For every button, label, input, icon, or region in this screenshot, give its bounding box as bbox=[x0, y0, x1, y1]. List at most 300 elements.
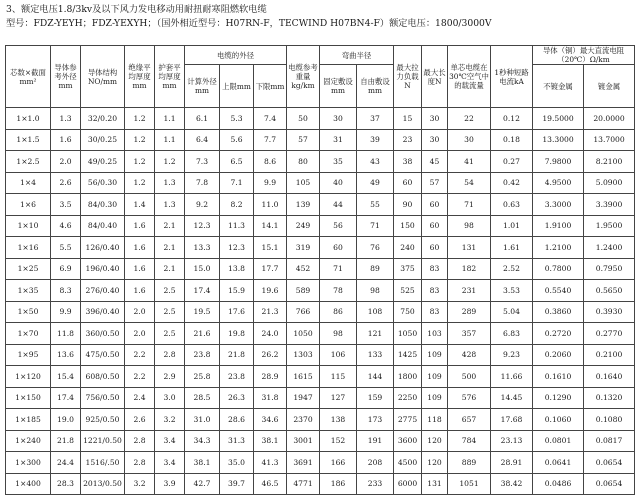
cell-max-elongation: 60 bbox=[422, 237, 448, 259]
cell-bend-fixed: 127 bbox=[320, 387, 357, 409]
cell-bend-fixed: 78 bbox=[320, 280, 357, 302]
cell-spec: 1×120 bbox=[6, 366, 51, 388]
cell-od-calc: 17.4 bbox=[185, 280, 220, 302]
cell-bend-fixed: 115 bbox=[320, 366, 357, 388]
cell-od-lower: 14.1 bbox=[254, 215, 287, 237]
cell-bend-fixed: 86 bbox=[320, 301, 357, 323]
cell-res-plated: 0.1320 bbox=[584, 387, 635, 409]
cell-max-elongation: 131 bbox=[422, 473, 448, 495]
cell-max-elongation: 109 bbox=[422, 344, 448, 366]
cell-short-circuit: 38.42 bbox=[491, 473, 533, 495]
cell-short-circuit: 3.53 bbox=[491, 280, 533, 302]
cell-res-bare: 0.1290 bbox=[533, 387, 584, 409]
table-row bbox=[6, 237, 635, 259]
cell-spec: 1×1.0 bbox=[6, 108, 51, 130]
header-res-bare: 不镀金属 bbox=[533, 65, 584, 108]
cell-max-tension: 15 bbox=[394, 108, 422, 130]
cell-res-plated: 0.2770 bbox=[584, 323, 635, 345]
cell-max-tension: 150 bbox=[394, 215, 422, 237]
cell-conductor-structure: 608/0.50 bbox=[81, 366, 125, 388]
cell-od-calc: 42.7 bbox=[185, 473, 220, 495]
cell-od-lower: 26.2 bbox=[254, 344, 287, 366]
cell-sheath-thickness: 3.4 bbox=[155, 452, 185, 474]
cell-conductor-structure: 32/0.20 bbox=[81, 108, 125, 130]
cell-od-upper: 31.3 bbox=[220, 430, 254, 452]
cell-current-capacity: 54 bbox=[448, 172, 491, 194]
cell-od-upper: 11.3 bbox=[220, 215, 254, 237]
cell-bend-fixed: 40 bbox=[320, 172, 357, 194]
cell-conductor-structure: 126/0.40 bbox=[81, 237, 125, 259]
cell-od-upper: 21.8 bbox=[220, 344, 254, 366]
table-row bbox=[6, 473, 635, 495]
cell-od-upper: 7.1 bbox=[220, 172, 254, 194]
cell-spec: 1×1.5 bbox=[6, 129, 51, 151]
cell-short-circuit: 1.01 bbox=[491, 215, 533, 237]
cell-short-circuit: 0.63 bbox=[491, 194, 533, 216]
cell-od-lower: 19.6 bbox=[254, 280, 287, 302]
cell-weight: 452 bbox=[287, 258, 320, 280]
cell-short-circuit: 2.52 bbox=[491, 258, 533, 280]
cell-od-lower: 8.6 bbox=[254, 151, 287, 173]
cell-sheath-thickness: 1.1 bbox=[155, 108, 185, 130]
cell-od-lower: 9.9 bbox=[254, 172, 287, 194]
cell-res-plated: 0.2100 bbox=[584, 344, 635, 366]
cell-bend-free: 55 bbox=[357, 194, 394, 216]
cell-spec: 1×70 bbox=[6, 323, 51, 345]
cell-conductor-diameter: 9.9 bbox=[51, 301, 81, 323]
cell-current-capacity: 182 bbox=[448, 258, 491, 280]
cell-current-capacity: 889 bbox=[448, 452, 491, 474]
cell-bend-fixed: 166 bbox=[320, 452, 357, 474]
cell-od-upper: 19.8 bbox=[220, 323, 254, 345]
cell-od-lower: 46.5 bbox=[254, 473, 287, 495]
cell-max-elongation: 30 bbox=[422, 108, 448, 130]
cell-conductor-structure: 396/0.40 bbox=[81, 301, 125, 323]
cell-max-tension: 1800 bbox=[394, 366, 422, 388]
cell-conductor-structure: 49/0.25 bbox=[81, 151, 125, 173]
cell-res-plated: 0.1080 bbox=[584, 409, 635, 431]
cell-spec: 1×95 bbox=[6, 344, 51, 366]
cell-sheath-thickness: 3.2 bbox=[155, 409, 185, 431]
cell-insulation-thickness: 1.6 bbox=[125, 280, 155, 302]
cell-max-elongation: 57 bbox=[422, 172, 448, 194]
table-row bbox=[6, 430, 635, 452]
cell-od-calc: 28.5 bbox=[185, 387, 220, 409]
cell-bend-free: 121 bbox=[357, 323, 394, 345]
table-row bbox=[6, 258, 635, 280]
cell-od-calc: 38.1 bbox=[185, 452, 220, 474]
cell-short-circuit: 9.23 bbox=[491, 344, 533, 366]
cell-od-upper: 8.2 bbox=[220, 194, 254, 216]
cell-od-upper: 39.7 bbox=[220, 473, 254, 495]
cell-res-plated: 8.2100 bbox=[584, 151, 635, 173]
cell-max-tension: 750 bbox=[394, 301, 422, 323]
cell-res-plated: 13.7000 bbox=[584, 129, 635, 151]
cell-current-capacity: 231 bbox=[448, 280, 491, 302]
header-bend-group: 弯曲半径 bbox=[320, 46, 394, 65]
cell-bend-free: 71 bbox=[357, 215, 394, 237]
cell-res-plated: 0.0654 bbox=[584, 473, 635, 495]
cell-short-circuit: 28.91 bbox=[491, 452, 533, 474]
cell-res-bare: 0.1060 bbox=[533, 409, 584, 431]
cell-weight: 80 bbox=[287, 151, 320, 173]
cell-sheath-thickness: 2.5 bbox=[155, 323, 185, 345]
cell-conductor-diameter: 11.8 bbox=[51, 323, 81, 345]
cell-conductor-diameter: 24.4 bbox=[51, 452, 81, 474]
cell-current-capacity: 98 bbox=[448, 215, 491, 237]
cell-sheath-thickness: 3.0 bbox=[155, 387, 185, 409]
cell-max-elongation: 109 bbox=[422, 366, 448, 388]
cell-od-lower: 38.1 bbox=[254, 430, 287, 452]
table-row bbox=[6, 301, 635, 323]
cell-bend-fixed: 98 bbox=[320, 323, 357, 345]
table-row bbox=[6, 172, 635, 194]
cell-od-calc: 9.2 bbox=[185, 194, 220, 216]
cell-od-calc: 13.3 bbox=[185, 237, 220, 259]
header-bend-fixed: 固定敷设mm bbox=[320, 65, 357, 108]
cell-bend-fixed: 138 bbox=[320, 409, 357, 431]
cell-spec: 1×35 bbox=[6, 280, 51, 302]
cell-res-plated: 0.0817 bbox=[584, 430, 635, 452]
cell-bend-fixed: 60 bbox=[320, 237, 357, 259]
cell-od-calc: 15.0 bbox=[185, 258, 220, 280]
cell-current-capacity: 657 bbox=[448, 409, 491, 431]
cell-spec: 1×2.5 bbox=[6, 151, 51, 173]
cell-res-bare: 0.2060 bbox=[533, 344, 584, 366]
cell-res-plated: 1.2400 bbox=[584, 237, 635, 259]
cell-sheath-thickness: 2.1 bbox=[155, 237, 185, 259]
cell-od-lower: 24.0 bbox=[254, 323, 287, 345]
header-spec: 芯数×截面mm² bbox=[6, 46, 51, 108]
cell-max-tension: 90 bbox=[394, 194, 422, 216]
cell-insulation-thickness: 1.6 bbox=[125, 237, 155, 259]
cell-bend-fixed: 152 bbox=[320, 430, 357, 452]
cell-short-circuit: 0.42 bbox=[491, 172, 533, 194]
cell-max-tension: 2250 bbox=[394, 387, 422, 409]
cell-max-tension: 3600 bbox=[394, 430, 422, 452]
cell-current-capacity: 41 bbox=[448, 151, 491, 173]
cell-short-circuit: 0.12 bbox=[491, 108, 533, 130]
cell-insulation-thickness: 2.6 bbox=[125, 409, 155, 431]
cell-weight: 3001 bbox=[287, 430, 320, 452]
cell-od-lower: 11.0 bbox=[254, 194, 287, 216]
cell-sheath-thickness: 1.3 bbox=[155, 194, 185, 216]
cell-res-bare: 7.9800 bbox=[533, 151, 584, 173]
cell-insulation-thickness: 2.8 bbox=[125, 430, 155, 452]
header-current-capacity: 单芯电缆在30℃空气中的载流量 bbox=[448, 46, 491, 108]
cell-od-lower: 15.1 bbox=[254, 237, 287, 259]
cell-od-calc: 31.0 bbox=[185, 409, 220, 431]
cell-od-lower: 7.7 bbox=[254, 129, 287, 151]
cell-bend-free: 233 bbox=[357, 473, 394, 495]
table-row bbox=[6, 194, 635, 216]
cell-od-upper: 5.6 bbox=[220, 129, 254, 151]
cell-res-bare: 0.0641 bbox=[533, 452, 584, 474]
cell-max-tension: 1050 bbox=[394, 323, 422, 345]
cell-res-bare: 0.5540 bbox=[533, 280, 584, 302]
cell-od-upper: 13.8 bbox=[220, 258, 254, 280]
cell-sheath-thickness: 2.8 bbox=[155, 344, 185, 366]
cell-res-bare: 19.5000 bbox=[533, 108, 584, 130]
cell-max-tension: 38 bbox=[394, 151, 422, 173]
cell-od-calc: 7.8 bbox=[185, 172, 220, 194]
cell-sheath-thickness: 2.1 bbox=[155, 258, 185, 280]
cell-max-tension: 6000 bbox=[394, 473, 422, 495]
cell-bend-free: 133 bbox=[357, 344, 394, 366]
cell-od-upper: 5.3 bbox=[220, 108, 254, 130]
cell-current-capacity: 71 bbox=[448, 194, 491, 216]
cell-weight: 4771 bbox=[287, 473, 320, 495]
header-sheath-thickness: 护套平均厚度mm bbox=[155, 46, 185, 108]
cell-conductor-structure: 56/0.30 bbox=[81, 172, 125, 194]
cell-conductor-structure: 276/0.40 bbox=[81, 280, 125, 302]
table-subtitle: 型号：FDZ-YEYH；FDZ-YEXYH；（国外相近型号：H07RN-F，TECWIND H07BN4-F）额定电压：1800/3000V bbox=[6, 18, 492, 29]
cell-res-bare: 0.7800 bbox=[533, 258, 584, 280]
cell-res-plated: 5.0900 bbox=[584, 172, 635, 194]
cell-max-elongation: 45 bbox=[422, 151, 448, 173]
cell-bend-free: 43 bbox=[357, 151, 394, 173]
cell-max-tension: 1425 bbox=[394, 344, 422, 366]
table-row bbox=[6, 280, 635, 302]
table-row bbox=[6, 366, 635, 388]
cell-conductor-diameter: 28.3 bbox=[51, 473, 81, 495]
cell-max-tension: 2775 bbox=[394, 409, 422, 431]
cell-current-capacity: 30 bbox=[448, 129, 491, 151]
cell-insulation-thickness: 2.0 bbox=[125, 301, 155, 323]
cell-insulation-thickness: 1.4 bbox=[125, 194, 155, 216]
cell-short-circuit: 17.68 bbox=[491, 409, 533, 431]
cell-bend-free: 76 bbox=[357, 237, 394, 259]
cell-sheath-thickness: 2.1 bbox=[155, 215, 185, 237]
cell-max-tension: 4500 bbox=[394, 452, 422, 474]
cell-od-upper: 26.3 bbox=[220, 387, 254, 409]
cell-bend-free: 37 bbox=[357, 108, 394, 130]
cell-current-capacity: 784 bbox=[448, 430, 491, 452]
cell-max-elongation: 120 bbox=[422, 452, 448, 474]
cell-weight: 105 bbox=[287, 172, 320, 194]
table-row bbox=[6, 344, 635, 366]
cell-max-elongation: 83 bbox=[422, 258, 448, 280]
cell-res-bare: 4.9500 bbox=[533, 172, 584, 194]
cell-conductor-structure: 84/0.30 bbox=[81, 194, 125, 216]
cell-conductor-diameter: 17.4 bbox=[51, 387, 81, 409]
cell-max-elongation: 83 bbox=[422, 301, 448, 323]
cell-res-plated: 1.9500 bbox=[584, 215, 635, 237]
cell-weight: 766 bbox=[287, 301, 320, 323]
table-row bbox=[6, 129, 635, 151]
table-row bbox=[6, 387, 635, 409]
cell-max-elongation: 103 bbox=[422, 323, 448, 345]
cell-max-tension: 525 bbox=[394, 280, 422, 302]
cell-bend-fixed: 106 bbox=[320, 344, 357, 366]
cell-spec: 1×10 bbox=[6, 215, 51, 237]
header-short-circuit: 1秒种短路电流kA bbox=[491, 46, 533, 108]
header-od-upper: 上限mm bbox=[220, 65, 254, 108]
cell-bend-free: 159 bbox=[357, 387, 394, 409]
cell-insulation-thickness: 2.0 bbox=[125, 323, 155, 345]
cell-weight: 1303 bbox=[287, 344, 320, 366]
table-row bbox=[6, 409, 635, 431]
cell-spec: 1×50 bbox=[6, 301, 51, 323]
cell-current-capacity: 576 bbox=[448, 387, 491, 409]
cell-res-plated: 0.5650 bbox=[584, 280, 635, 302]
cell-max-tension: 23 bbox=[394, 129, 422, 151]
cell-current-capacity: 428 bbox=[448, 344, 491, 366]
cell-max-elongation: 120 bbox=[422, 430, 448, 452]
cell-res-plated: 0.3930 bbox=[584, 301, 635, 323]
header-od-calc: 计算外径mm bbox=[185, 65, 220, 108]
cell-od-lower: 31.8 bbox=[254, 387, 287, 409]
cell-insulation-thickness: 2.8 bbox=[125, 452, 155, 474]
cell-max-elongation: 60 bbox=[422, 215, 448, 237]
cell-bend-free: 49 bbox=[357, 172, 394, 194]
table-row bbox=[6, 108, 635, 130]
header-conductor-diameter: 导体参考外径mm bbox=[51, 46, 81, 108]
cell-bend-fixed: 44 bbox=[320, 194, 357, 216]
cell-od-upper: 12.3 bbox=[220, 237, 254, 259]
cell-conductor-diameter: 4.6 bbox=[51, 215, 81, 237]
cell-od-calc: 21.6 bbox=[185, 323, 220, 345]
table-row bbox=[6, 215, 635, 237]
spec-table bbox=[5, 45, 635, 495]
cell-short-circuit: 11.66 bbox=[491, 366, 533, 388]
cell-insulation-thickness: 1.2 bbox=[125, 129, 155, 151]
cell-res-bare: 1.9100 bbox=[533, 215, 584, 237]
cell-od-lower: 34.6 bbox=[254, 409, 287, 431]
cell-max-elongation: 30 bbox=[422, 129, 448, 151]
cell-max-tension: 240 bbox=[394, 237, 422, 259]
cell-weight: 50 bbox=[287, 108, 320, 130]
header-insulation-thickness: 绝缘平均厚度mm bbox=[125, 46, 155, 108]
cell-conductor-diameter: 2.6 bbox=[51, 172, 81, 194]
cell-bend-free: 108 bbox=[357, 301, 394, 323]
cell-max-elongation: 118 bbox=[422, 409, 448, 431]
cell-od-calc: 6.1 bbox=[185, 108, 220, 130]
cell-weight: 3691 bbox=[287, 452, 320, 474]
cell-sheath-thickness: 1.1 bbox=[155, 129, 185, 151]
cell-od-upper: 17.6 bbox=[220, 301, 254, 323]
cell-conductor-structure: 360/0.50 bbox=[81, 323, 125, 345]
cell-conductor-diameter: 5.5 bbox=[51, 237, 81, 259]
header-res-plated: 镀金属 bbox=[584, 65, 635, 108]
cell-insulation-thickness: 1.6 bbox=[125, 215, 155, 237]
cell-od-calc: 6.4 bbox=[185, 129, 220, 151]
cell-od-lower: 17.7 bbox=[254, 258, 287, 280]
cell-res-bare: 13.3000 bbox=[533, 129, 584, 151]
cell-conductor-structure: 1516/.50 bbox=[81, 452, 125, 474]
cell-od-calc: 25.8 bbox=[185, 366, 220, 388]
cell-sheath-thickness: 1.2 bbox=[155, 151, 185, 173]
cell-conductor-diameter: 19.0 bbox=[51, 409, 81, 431]
cell-short-circuit: 6.83 bbox=[491, 323, 533, 345]
cell-spec: 1×150 bbox=[6, 387, 51, 409]
cell-max-elongation: 60 bbox=[422, 194, 448, 216]
cell-max-tension: 375 bbox=[394, 258, 422, 280]
table-body bbox=[6, 108, 635, 495]
cell-weight: 57 bbox=[287, 129, 320, 151]
header-weight: 电缆参考重量kg/km bbox=[287, 46, 320, 108]
cell-conductor-diameter: 8.3 bbox=[51, 280, 81, 302]
cell-bend-fixed: 186 bbox=[320, 473, 357, 495]
cell-bend-free: 144 bbox=[357, 366, 394, 388]
header-bend-free: 自由敷设mm bbox=[357, 65, 394, 108]
header-conductor-structure: 导体结构NO/mm bbox=[81, 46, 125, 108]
cell-bend-free: 173 bbox=[357, 409, 394, 431]
cell-conductor-diameter: 6.9 bbox=[51, 258, 81, 280]
cell-res-bare: 1.2100 bbox=[533, 237, 584, 259]
cell-res-bare: 0.0486 bbox=[533, 473, 584, 495]
cell-res-bare: 0.0801 bbox=[533, 430, 584, 452]
cell-current-capacity: 500 bbox=[448, 366, 491, 388]
cell-conductor-structure: 1221/0.50 bbox=[81, 430, 125, 452]
cell-res-bare: 0.1610 bbox=[533, 366, 584, 388]
cell-weight: 1615 bbox=[287, 366, 320, 388]
cell-bend-free: 191 bbox=[357, 430, 394, 452]
cell-spec: 1×4 bbox=[6, 172, 51, 194]
cell-sheath-thickness: 3.9 bbox=[155, 473, 185, 495]
cell-bend-fixed: 71 bbox=[320, 258, 357, 280]
cell-current-capacity: 22 bbox=[448, 108, 491, 130]
cell-conductor-structure: 196/0.40 bbox=[81, 258, 125, 280]
cell-od-calc: 34.3 bbox=[185, 430, 220, 452]
cell-bend-fixed: 30 bbox=[320, 108, 357, 130]
cell-res-bare: 0.3860 bbox=[533, 301, 584, 323]
cell-short-circuit: 14.45 bbox=[491, 387, 533, 409]
cell-weight: 319 bbox=[287, 237, 320, 259]
cell-bend-free: 39 bbox=[357, 129, 394, 151]
cell-conductor-structure: 925/0.50 bbox=[81, 409, 125, 431]
cell-od-upper: 28.6 bbox=[220, 409, 254, 431]
cell-insulation-thickness: 2.2 bbox=[125, 344, 155, 366]
cell-od-upper: 6.5 bbox=[220, 151, 254, 173]
cell-od-upper: 23.8 bbox=[220, 366, 254, 388]
cell-weight: 139 bbox=[287, 194, 320, 216]
cell-weight: 1050 bbox=[287, 323, 320, 345]
cell-res-plated: 0.0654 bbox=[584, 452, 635, 474]
cell-spec: 1×400 bbox=[6, 473, 51, 495]
cell-weight: 249 bbox=[287, 215, 320, 237]
cell-od-calc: 12.3 bbox=[185, 215, 220, 237]
cell-conductor-diameter: 13.6 bbox=[51, 344, 81, 366]
header-od-lower: 下限mm bbox=[254, 65, 287, 108]
cell-conductor-structure: 475/0.50 bbox=[81, 344, 125, 366]
cell-short-circuit: 1.61 bbox=[491, 237, 533, 259]
cell-insulation-thickness: 1.2 bbox=[125, 172, 155, 194]
cell-current-capacity: 1051 bbox=[448, 473, 491, 495]
header-max-tension: 最大拉力负载N bbox=[394, 46, 422, 108]
cell-spec: 1×240 bbox=[6, 430, 51, 452]
cell-bend-free: 208 bbox=[357, 452, 394, 474]
cell-insulation-thickness: 3.2 bbox=[125, 473, 155, 495]
cell-short-circuit: 23.13 bbox=[491, 430, 533, 452]
cell-current-capacity: 357 bbox=[448, 323, 491, 345]
header-resistance-group: 导体（铜）最大直流电阻（20℃）Ω/km bbox=[533, 46, 635, 65]
cell-max-elongation: 83 bbox=[422, 280, 448, 302]
cell-insulation-thickness: 2.2 bbox=[125, 366, 155, 388]
cell-weight: 1947 bbox=[287, 387, 320, 409]
header-outer-diameter-group: 电缆的外径 bbox=[185, 46, 287, 65]
cell-res-plated: 0.1640 bbox=[584, 366, 635, 388]
cell-conductor-structure: 30/0.25 bbox=[81, 129, 125, 151]
cell-od-upper: 35.0 bbox=[220, 452, 254, 474]
cell-short-circuit: 0.18 bbox=[491, 129, 533, 151]
cell-current-capacity: 131 bbox=[448, 237, 491, 259]
cell-res-plated: 20.0000 bbox=[584, 108, 635, 130]
cell-conductor-diameter: 15.4 bbox=[51, 366, 81, 388]
cell-sheath-thickness: 1.3 bbox=[155, 172, 185, 194]
cell-bend-free: 89 bbox=[357, 258, 394, 280]
cell-insulation-thickness: 1.2 bbox=[125, 151, 155, 173]
